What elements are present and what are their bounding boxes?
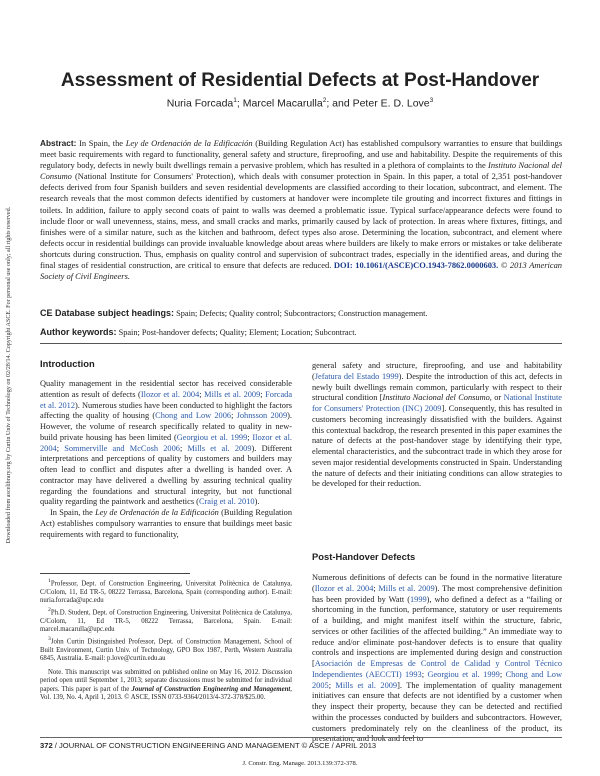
abstract-text: In Spain, the	[76, 138, 126, 148]
footnote-text: Professor, Dept. of Construction Engineering, Universitat Politècnica de Catalunya, C/Colom, 11, Ed TR-5, 08222 Terrassa, Barcelona, Spain (corresponding author). E-mail: nuria.forcada@upc.edu	[40, 580, 292, 605]
citation-line: J. Constr. Eng. Manage. 2013.139:372-378.	[242, 760, 358, 767]
author-1-affil: 1	[233, 97, 237, 104]
intro-paragraph-1: Quality management in the residential sector has received considerable attention as result of defects (Ilozor et al. 2004; Mills et al. 2009; Forcada et al. 2012). Numerous studies have been conducted to highlight the factors affecting the quality of housing (Chong and Low 2006; Johnsson 2009). However, the volume of research specifically related to quality in new-build private housing has been limited (Georgiou et al. 1999; Ilozor et al. 2004; Sommerville and McCosh 2006; Mills et al. 2009). Different interpretations and perceptions of quality by customers and builders may often lead to conflict and disputes after a dwelling is handed over. A contractor may have delivered a dwelling by assuring technical quality regarding the foundations and structural integrity, but not functional quality regarding the paintwork and aesthetics (Craig et al. 2010).	[40, 379, 293, 507]
citation-link[interactable]: Sommerville and McCosh 2006	[64, 443, 180, 453]
author-2: Marcel Macarulla	[242, 97, 323, 110]
citation-link[interactable]: Johnsson 2009	[236, 411, 288, 421]
doi-link[interactable]: DOI: 10.1061/(ASCE)CO.1943-7862.0000603.	[333, 260, 499, 271]
text: (Building Regulation Act) establishes compulsory warranties to ensure that buildings meet basic requirements with regard to functionality,	[40, 508, 292, 539]
citation-link[interactable]: Mills et al. 2009	[335, 680, 398, 690]
citation-link[interactable]: Georgiou et al. 1999	[176, 432, 248, 442]
author-3-affil: 3	[429, 97, 434, 104]
section-heading-introduction: Introduction	[40, 358, 95, 369]
citation-link[interactable]: 1999	[409, 594, 427, 604]
author-sep: ;	[236, 97, 243, 110]
copyright: © 2013 American Society of Civil Engineers.	[40, 260, 563, 282]
citation-link[interactable]: Ilozor et al. 2004	[40, 432, 292, 453]
text: In Spain, the	[50, 508, 96, 517]
citation-link[interactable]: Mills et al. 2009	[204, 389, 261, 399]
citation-link[interactable]: Forcada et al. 2012	[40, 389, 293, 410]
download-notice: Downloaded from ascelibrary.org by Curtin Univ of Technology on 02/28/14. Copyright ASCE. For personal use only; all rights reserved.	[6, 206, 12, 544]
footnote-text: Ph.D. Student, Dept. of Construction Engineering, Universitat Politècnica de Catalunya, C/Colom, 11, Ed TR-5, 08222 Terrassa, Barcelona, Spain. E-mail: marcel.macarulla@upc.edu	[40, 609, 292, 634]
text: ). However, the volume of research specifically related to quality in new-build private housing has been limited (	[40, 411, 293, 442]
citation-link[interactable]: Asociación de Empresas de Control de Calidad y Control Técnico Independientes (AECCTI) 1993	[312, 659, 562, 679]
intro-left-column	[40, 379, 292, 540]
intro-paragraph-2	[40, 508, 292, 540]
citation-link[interactable]: Mills et al. 2009	[187, 443, 252, 453]
text: ]. Consequently, this has resulted in customers becoming increasingly dissatisfied with the builders. Against this contextual backdrop, the research presented in this paper examines the nature of defects at the post-handover stage by identifying their type, elemental characteristics, and the subcontract trade in which they arose for seven major residential developments constructed in Spain. Understanding the nature of defects and their initiating conditions can allow strategies to be developed for their reduction.	[312, 404, 562, 489]
author-3: Peter E. D. Love	[352, 97, 430, 110]
note-text: Note. This manuscript was submitted on published online on May 16, 2012. Discussion period open until September 1, 2013; separate discussions must be submitted for individual papers. This paper is part of the	[40, 668, 292, 693]
citation-link[interactable]: Mills et al. 2009	[378, 583, 435, 593]
footer-journal: / JOURNAL OF CONSTRUCTION ENGINEERING AND MANAGEMENT © ASCE / APRIL 2013	[52, 741, 377, 750]
abstract-label: Abstract:	[40, 138, 77, 148]
note-text: , Vol. 139, No. 4, April 1, 2013. © ASCE, ISSN 0733-9364/2013/4-372-378/$25.00.	[40, 685, 292, 702]
text: Numerous definitions of defects can be found in the normative literature (	[312, 573, 562, 593]
citation-link[interactable]: Chong and Low 2005	[312, 669, 562, 690]
citation-link[interactable]: Ilozor et al. 2004	[140, 389, 200, 399]
citation-link[interactable]: Chong and Low 2006	[155, 411, 232, 421]
text: ). The most comprehensive definition has been provided by Watt (	[312, 583, 563, 604]
ce-headings-text: Spain; Defects; Quality control; Subcontractors; Construction management.	[174, 309, 428, 318]
author-line	[0, 97, 600, 110]
text: Quality management in the residential sector has received considerable attention as result of defects (	[40, 379, 292, 399]
citation-link[interactable]: Georgiou et al. 1999	[427, 669, 500, 679]
italic-text: Instituto Nacional del Consumo	[382, 393, 490, 403]
footnote-3	[40, 635, 292, 664]
text: general safety and structure, fireproofing, and use and habitability (	[312, 361, 562, 381]
keywords-label: Author keywords:	[40, 327, 117, 337]
submission-note	[40, 669, 292, 703]
citation-link[interactable]: Ilozor et al. 2004	[314, 583, 374, 593]
footer-divider	[40, 737, 562, 738]
abstract-text: (Building Regulation Act) has established compulsory warranties to ensure that buildings meet basic requirements with regard to functionality, general safety and structure, fireproofing, and use and habitability. Despite the requirements of this regulatory body, defects in newly built dwellings remain a pervasive problem, which has resulted in a plethora of complaints to the	[40, 138, 562, 171]
citation-link[interactable]: Jefatura del Estado 1999	[314, 371, 399, 381]
footnote-mark: 1	[48, 578, 51, 584]
running-footer	[40, 741, 376, 750]
keywords-text: Spain; Post-handover defects; Quality; Element; Location; Subcontract.	[116, 328, 357, 337]
text: ]. The implementation of quality management initiatives can ensure that defects are not identified by a customer when they inspect their property, because they can be detected and rectified within the processes conducted by builders and subcontractors. However, customers predominately rely on the cleanliness of the product, its presentation, and look and feel to	[312, 680, 562, 744]
journal-name: Journal of Construction Engineering and Management	[131, 685, 291, 693]
text: ). Despite the introduction of this act, defects in newly built dwellings remain common, particularly with respect to their structural condition [	[312, 371, 562, 403]
text: ), who defined a defect as a “failing or shortcoming in the function, performance, statutory or user requirements of a building, and might manifest itself within the structure, fabric, services or other facilities of the affected building.” An immediate way to reduce and/or eliminate post-handover defects is to ensure that quality controls and inspections are implemented during design and construction [	[312, 594, 562, 668]
text: ). Numerous studies have been conducted to highlight the factors affecting the quality of housing (	[40, 400, 292, 421]
abstract	[40, 138, 562, 282]
ce-subject-headings	[40, 308, 562, 318]
citation-link[interactable]: Craig et al. 2010	[198, 497, 255, 507]
author-sep: ; and	[326, 97, 353, 110]
author-2-affil: 2	[322, 97, 327, 104]
italic-text: Ley de Ordenación de la Edificación	[95, 508, 219, 517]
post-handover-paragraph: Numerous definitions of defects can be found in the normative literature (Ilozor et al. 2004; Mills et al. 2009). The most comprehensive definition has been provided by Watt (1999), who defined a defect as a “failing or shortcoming in the function, performance, statutory or user requirements of a building, and might manifest itself within the structure, fabric, services or other facilities of the affected building.” An immediate way to reduce and/or eliminate post-handover defects is to ensure that quality controls and inspections are implemented during design and construction [Asociación de Empresas de Control de Calidad y Control Técnico Independientes (AECCTI) 1993; Georgiou et al. 1999; Chong and Low 2005; Mills et al. 2009]. The implementation of quality management initiatives can ensure that defects are not identified by a customer when they inspect their property, because they can be detected and rectified within the processes conducted by builders and subcontractors. However, customers predominately rely on the cleanliness of the product, its presentation, and look and feel to	[312, 573, 563, 744]
footnote-1	[40, 577, 292, 606]
intro-right-column	[312, 361, 562, 490]
footnote-2	[40, 606, 292, 635]
author-keywords	[40, 327, 562, 337]
ce-headings-label: CE Database subject headings:	[40, 308, 175, 318]
author-1: Nuria Forcada	[166, 97, 234, 110]
abstract-italic: Ley de Ordenación de la Edificación	[125, 138, 253, 148]
intro-paragraph-continued	[312, 361, 562, 490]
post-handover-column	[312, 573, 562, 745]
section-heading-post-handover-defects: Post-Handover Defects	[312, 551, 416, 562]
abstract-italic: Instituto Nacional del Consumo	[40, 160, 562, 182]
text: , or	[489, 393, 504, 403]
text: ).	[254, 497, 260, 507]
footnote-mark: 2	[48, 606, 51, 613]
page-number: 372	[40, 741, 53, 750]
paper-title: Assessment of Residential Defects at Post-Handover	[60, 70, 540, 91]
text: ). Different interpretations and perceptions of quality by customers and builders may often lead to conflict and disputes after a dwelling is handed over. A contractor may have delivered a dwelling by assuring technical quality regarding the foundations and structural integrity, but not functional quality regarding the paintwork and aesthetics (	[40, 443, 293, 507]
citation-link[interactable]: National Institute for Consumers' Protection (INC) 2009	[312, 393, 563, 413]
divider	[40, 343, 562, 344]
footnote-divider	[40, 573, 190, 574]
footnote-text: John Curtin Distinguished Professor, Dept. of Construction Management, School of Built Environment, Curtin Univ. of Technology, GPO Box 1987, Perth, Western Australia 6845, Australia. E-mail: p.love@curtin.edu.au	[40, 638, 292, 663]
footnote-mark: 3	[48, 635, 51, 642]
footnotes	[40, 577, 292, 703]
abstract-text: (National Institute for Consumers' Protection), which deals with consumer protection in Spain. In this paper, a total of 2,351 post-handover defects derived from four Spanish builders and seven residential developments are classified according to their location, subcontract, and element. The research reveals that the most common defects identified by customers at handover were incomplete tile grouting and incorrect fixtures and fittings in toilets. In addition, failure to apply second coats of paint to walls was deemed a problematic issue. Typical surface/appearance defects were found to include floor or wall unevenness, stains, mess, and small cracks and marks, primarily caused by lack of protection. In areas where fixtures, fittings, and finishes were of a similar nature, such as the kitchen and bathroom, defect types also arose. Determining the location, subcontract, and element where defects occur in residential buildings can provide invaluable knowledge about areas where builders are likely to make errors or mistakes or take deliberate shortcuts during construction. Thus, emphasis on quality control and supervision of subcontract trades, especially in the identified areas, and during the final stages of residential construction, are critical to ensure that defects are reduced.	[40, 171, 562, 271]
